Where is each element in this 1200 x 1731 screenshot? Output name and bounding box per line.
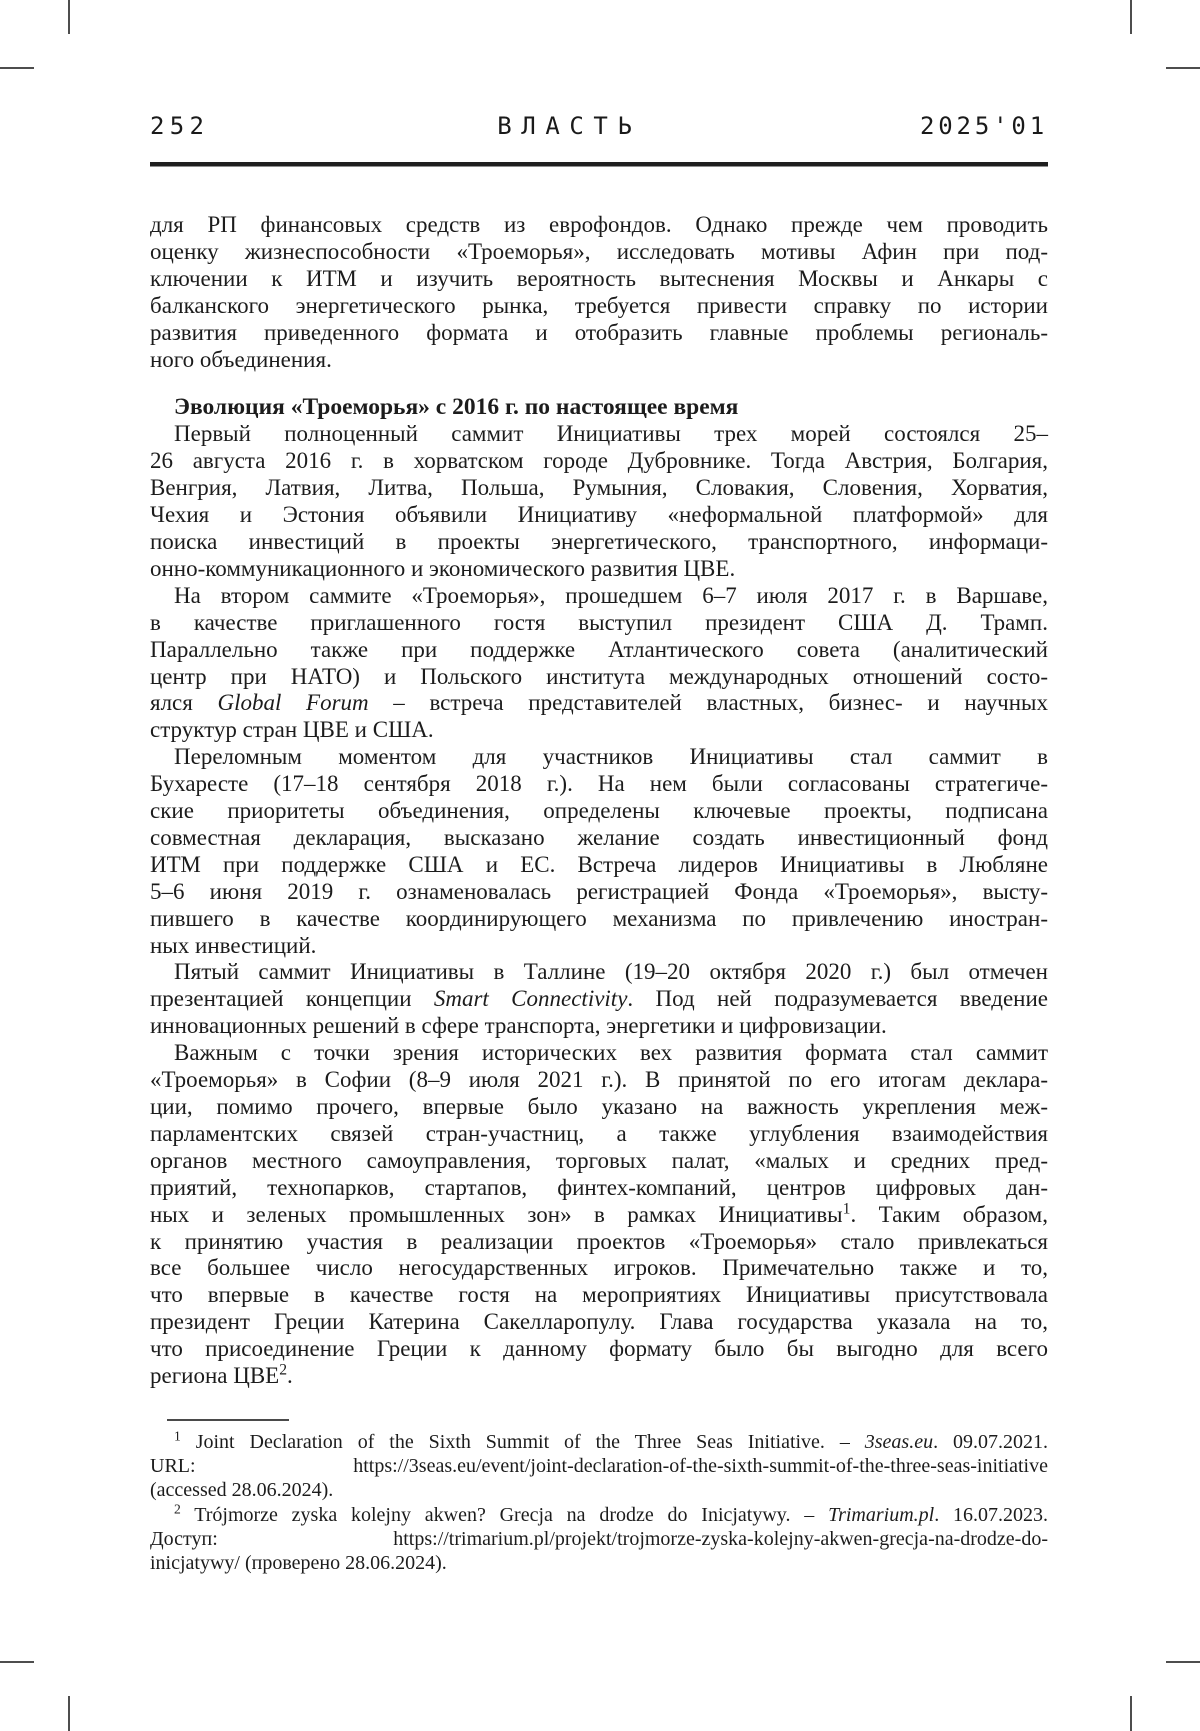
text-line: поиска инвестиций в проекты энергетического, транспортного, информаци- bbox=[150, 528, 1048, 554]
text-line: Чехия и Эстония объявили Инициативу «неформальной платформой» для bbox=[150, 502, 1048, 528]
text-line: ские приоритеты объединения, определены ключевые проекты, подписана bbox=[150, 798, 1048, 824]
text-line: $^1$ Joint Declaration of the Sixth Summit of the Three Seas Initiative. – 3seas.eu. 09.07.2021. bbox=[174, 1428, 1049, 1453]
text-line: ных и зеленых промышленных зон» в рамках Инициативы$^1$. Таким образом, bbox=[150, 1199, 1048, 1227]
text-line: региона ЦВЕ$^2$. bbox=[150, 1361, 293, 1389]
text-line: URL: https://3seas.eu/event/joint-declaration-of-the-sixth-summit-of-the-three-seas-initiative bbox=[150, 1455, 1048, 1478]
crop-mark-bottom-right-horizontal bbox=[1166, 1661, 1200, 1663]
paragraph bbox=[150, 583, 1048, 744]
crop-mark-bottom-left-horizontal bbox=[0, 1661, 34, 1663]
text-line: (accessed 28.06.2024). bbox=[150, 1479, 334, 1502]
crop-mark-top-left-vertical bbox=[68, 0, 70, 34]
paragraph bbox=[150, 212, 1048, 373]
footnote-separator bbox=[167, 1419, 289, 1421]
text-line: совместная декларация, высказано желание создать инвестиционный фонд bbox=[150, 824, 1048, 850]
footnote-list bbox=[150, 1430, 1048, 1575]
text-line: для РП финансовых средств из еврофондов. Однако прежде чем проводить bbox=[150, 212, 1048, 237]
paragraph bbox=[150, 1040, 1048, 1390]
text-line: «Троеморья» в Софии (8–9 июля 2021 г.). В принятой по его итогам деклара- bbox=[150, 1067, 1048, 1093]
text-line: Переломным моментом для участников Инициативы стал саммит в bbox=[174, 744, 1048, 770]
text-line: в качестве приглашенного гостя выступил президент США Д. Трамп. bbox=[150, 609, 1048, 635]
text-line: ИТМ при поддержке США и ЕС. Встреча лидеров Инициативы в Любляне bbox=[150, 851, 1048, 877]
text-line: inicjatywy/ (проверено 28.06.2024). bbox=[150, 1552, 447, 1575]
text-line: все большее число негосударственных игроков. Примечательно также и то, bbox=[150, 1255, 1048, 1281]
crop-mark-top-right-horizontal bbox=[1166, 67, 1200, 69]
text-line: ялся Global Forum – встреча представителей властных, бизнес- и научных bbox=[150, 690, 1048, 716]
text-line: балканского энергетического рынка, требуется привести справку по истории bbox=[150, 292, 1048, 318]
crop-mark-top-right-vertical bbox=[1130, 0, 1132, 34]
text-line: $^2$ Trójmorze zyska kolejny akwen? Grecja na drodze do Inicjatywy. – Trimarium.pl. 16.07.2023. bbox=[174, 1500, 1048, 1526]
text-line: презентацией концепции Smart Connectivity. Под ней подразумевается введение bbox=[150, 986, 1048, 1012]
text-line: онно-коммуникационного и экономического развития ЦВЕ. bbox=[150, 555, 736, 581]
text-line: Венгрия, Латвия, Литва, Польша, Румыния, Словакия, Словения, Хорватия, bbox=[150, 475, 1048, 501]
text-line: Пятый саммит Инициативы в Таллине (19–20 октября 2020 г.) был отмечен bbox=[174, 959, 1048, 985]
text-line: развития приведенного формата и отобразить главные проблемы региональ- bbox=[150, 319, 1048, 345]
text-line: ключении к ИТМ и изучить вероятность вытеснения Москвы и Анкары с bbox=[150, 265, 1048, 291]
text-line: структур стран ЦВЕ и США. bbox=[150, 717, 434, 743]
text-line: Бухаресте (17–18 сентября 2018 г.). На нем были согласованы стратегиче- bbox=[150, 771, 1048, 797]
text-line: Параллельно также при поддержке Атлантического совета (аналитический bbox=[150, 636, 1048, 662]
footnote bbox=[150, 1430, 1048, 1503]
text-line: Доступ: https://trimarium.pl/projekt/trojmorze-zyska-kolejny-akwen-grecja-na-drodze-do- bbox=[150, 1527, 1048, 1550]
text-line: оценку жизнеспособности «Троеморья», исследовать мотивы Афин при под- bbox=[150, 238, 1048, 264]
page-number: 252 bbox=[150, 112, 210, 140]
text-line: ции, помимо прочего, впервые было указано на важность укрепления меж- bbox=[150, 1094, 1048, 1119]
text-line: к принятию участия в реализации проектов «Троеморья» стало привлекаться bbox=[150, 1228, 1048, 1254]
issue-number: 2025'01 bbox=[919, 112, 1048, 140]
text-line: Первый полноценный саммит Инициативы трех морей состоялся 25– bbox=[174, 421, 1048, 447]
paragraph bbox=[150, 421, 1048, 582]
text-line: президент Греции Катерина Сакелларопулу. Глава государства указала на то, bbox=[150, 1309, 1048, 1335]
journal-title: ВЛАСТЬ bbox=[497, 112, 642, 140]
footnotes-section bbox=[150, 1419, 1048, 1575]
header-rule bbox=[150, 162, 1048, 167]
text-line: органов местного самоуправления, торговых палат, «малых и средних пред- bbox=[150, 1147, 1048, 1173]
text-line: 5–6 июня 2019 г. ознаменовалась регистрацией Фонда «Троеморья», высту- bbox=[150, 878, 1048, 904]
text-line: На втором саммите «Троеморья», прошедшем 6–7 июля 2017 г. в Варшаве, bbox=[174, 582, 1048, 608]
text-line: что впервые в качестве гостя на мероприятиях Инициативы присутствовала bbox=[150, 1282, 1048, 1308]
text-line: пившего в качестве координирующего механизма по привлечению иностран- bbox=[150, 905, 1048, 931]
text-line: ного объединения. bbox=[150, 346, 332, 372]
text-line: центр при НАТО) и Польского института международных отношений состо- bbox=[150, 663, 1048, 689]
article-body bbox=[150, 212, 1048, 1390]
crop-mark-bottom-right-vertical bbox=[1130, 1696, 1132, 1731]
paragraph bbox=[150, 744, 1048, 959]
section-heading: Эволюция «Троеморья» с 2016 г. по настоящее время bbox=[174, 394, 739, 421]
text-line: ных инвестиций. bbox=[150, 932, 317, 958]
crop-mark-top-left-horizontal bbox=[0, 67, 34, 69]
running-header bbox=[150, 112, 1048, 140]
text-line: приятий, технопарков, стартапов, финтех-компаний, центров цифровых дан- bbox=[150, 1174, 1048, 1200]
text-line: инновационных решений в сфере транспорта, энергетики и цифровизации. bbox=[150, 1013, 887, 1039]
paragraph bbox=[150, 959, 1048, 1040]
text-line: что присоединение Греции к данному формату было бы выгодно для всего bbox=[150, 1336, 1048, 1362]
footnote bbox=[150, 1500, 1048, 1576]
text-line: Важным с точки зрения исторических вех развития формата стал саммит bbox=[174, 1040, 1048, 1066]
text-line: 26 августа 2016 г. в хорватском городе Дубровнике. Тогда Австрия, Болгария, bbox=[150, 448, 1048, 474]
text-line: парламентских связей стран-участниц, а также углубления взаимодействия bbox=[150, 1120, 1048, 1146]
crop-mark-bottom-left-vertical bbox=[68, 1696, 70, 1731]
